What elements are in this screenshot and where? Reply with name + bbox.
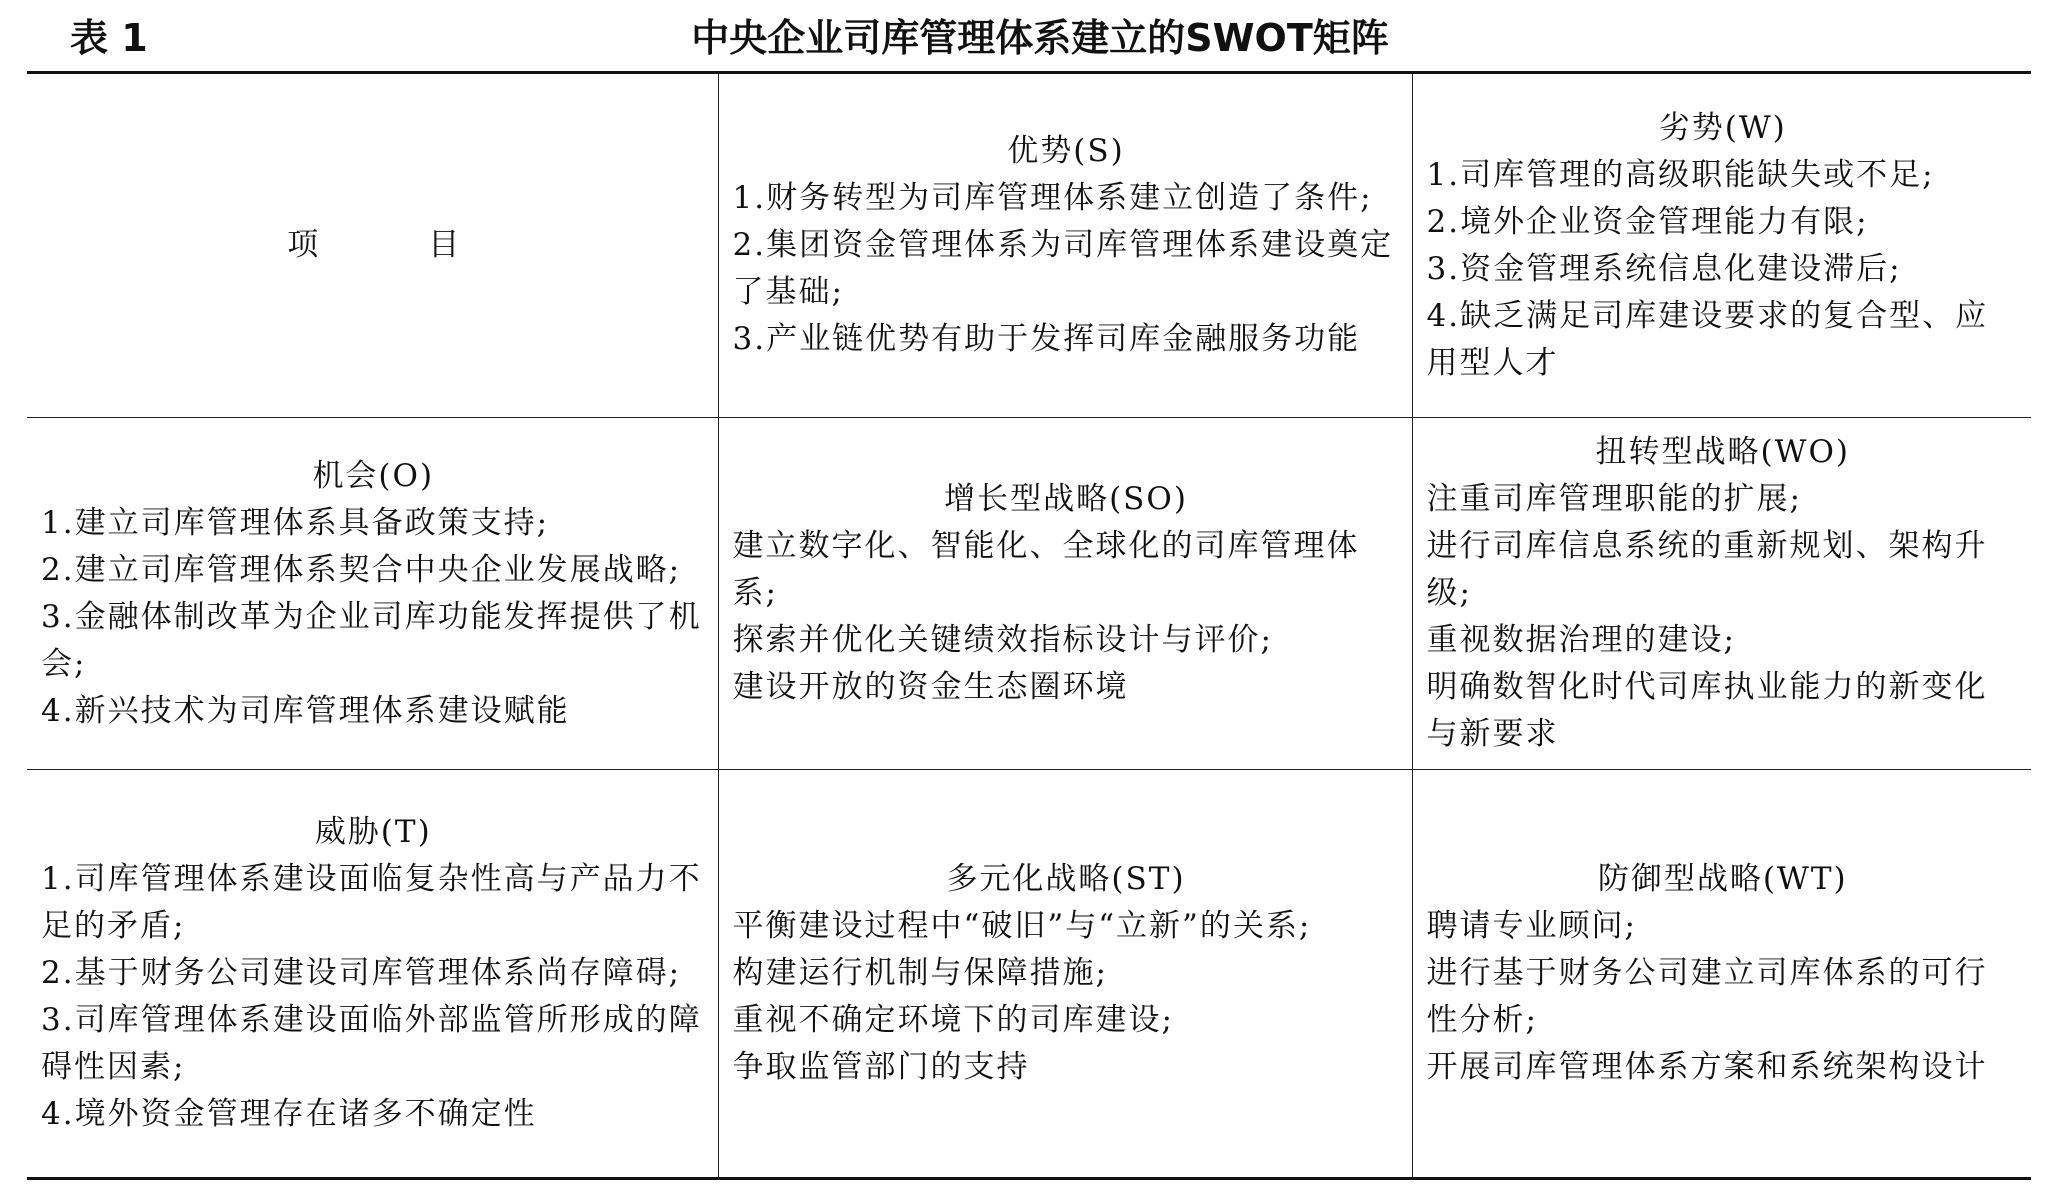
corner-char-1: 项 — [287, 227, 321, 263]
st-item-2: 构建运行机制与保障措施; — [732, 955, 1108, 991]
threats-item-2: 2.基于财务公司建设司库管理体系尚存障碍; — [41, 955, 682, 991]
st-item-4: 争取监管部门的支持 — [732, 1049, 1030, 1085]
opportunities-item-2: 2.建立司库管理体系契合中央企业发展战略; — [41, 551, 682, 588]
cell-opportunities — [27, 418, 718, 770]
wt-item-3: 开展司库管理体系方案和系统架构设计 — [1426, 1049, 1988, 1085]
corner-cell-item — [27, 73, 718, 418]
cell-so-strategy — [718, 418, 1412, 770]
so-item-2: 探索并优化关键绩效指标设计与评价; — [732, 622, 1273, 658]
weaknesses-item-3: 3.资金管理系统信息化建设滞后; — [1426, 250, 1902, 287]
cell-strengths — [718, 73, 1412, 418]
threats-item-3: 3.司库管理体系建设面临外部监管所形成的障碍性因素; — [41, 1002, 702, 1085]
table-number: 表 1 — [70, 16, 148, 60]
corner-char-2: 目 — [428, 227, 462, 263]
wt-heading: 防御型战略(WT) — [1597, 861, 1848, 897]
opportunities-heading: 机会(O) — [312, 457, 435, 494]
st-heading: 多元化战略(ST) — [946, 861, 1186, 897]
wo-item-2: 进行司库信息系统的重新规划、架构升级; — [1426, 528, 1988, 611]
wo-heading: 扭转型战略(WO) — [1595, 434, 1850, 470]
so-item-1: 建立数字化、智能化、全球化的司库管理体系; — [732, 528, 1360, 611]
strengths-item-2: 2.集团资金管理体系为司库管理体系建设奠定了基础; — [732, 227, 1394, 310]
table-row-threats — [27, 770, 2031, 1179]
st-item-1: 平衡建设过程中“破旧”与“立新”的关系; — [732, 908, 1312, 944]
wt-item-2: 进行基于财务公司建立司库体系的可行性分析; — [1426, 955, 1988, 1038]
wo-item-3: 重视数据治理的建设; — [1426, 622, 1736, 658]
threats-item-1: 1.司库管理体系建设面临复杂性高与产品力不足的矛盾; — [41, 861, 702, 944]
weaknesses-item-2: 2.境外企业资金管理能力有限; — [1426, 203, 1869, 240]
swot-matrix-table — [27, 71, 2031, 1180]
table-row-opportunities — [27, 418, 2031, 770]
opportunities-item-4: 4.新兴技术为司库管理体系建设赋能 — [41, 692, 570, 729]
weaknesses-heading: 劣势(W) — [1658, 109, 1787, 146]
so-heading: 增长型战略(SO) — [944, 481, 1188, 517]
table-caption — [0, 0, 2058, 74]
cell-threats — [27, 770, 718, 1179]
opportunities-item-3: 3.金融体制改革为企业司库功能发挥提供了机会; — [41, 598, 702, 682]
cell-st-strategy — [718, 770, 1412, 1179]
cell-wt-strategy — [1412, 770, 2031, 1179]
wt-item-1: 聘请专业顾问; — [1426, 908, 1637, 944]
wo-item-4: 明确数智化时代司库执业能力的新变化与新要求 — [1426, 669, 1988, 752]
cell-wo-strategy — [1412, 418, 2031, 770]
so-item-3: 建设开放的资金生态圈环境 — [732, 669, 1129, 705]
threats-heading: 威胁(T) — [314, 814, 432, 850]
strengths-item-3: 3.产业链优势有助于发挥司库金融服务功能 — [732, 321, 1361, 357]
table-row-header — [27, 73, 2031, 418]
table-title: 中央企业司库管理体系建立的SWOT矩阵 — [691, 16, 1389, 60]
opportunities-item-1: 1.建立司库管理体系具备政策支持; — [41, 504, 550, 541]
weaknesses-item-4: 4.缺乏满足司库建设要求的复合型、应用型人才 — [1426, 297, 1989, 381]
weaknesses-item-1: 1.司库管理的高级职能缺失或不足; — [1426, 156, 1935, 193]
strengths-item-1: 1.财务转型为司库管理体系建立创造了条件; — [732, 180, 1373, 216]
st-item-3: 重视不确定环境下的司库建设; — [732, 1002, 1174, 1038]
wo-item-1: 注重司库管理职能的扩展; — [1426, 481, 1802, 517]
threats-item-4: 4.境外资金管理存在诸多不确定性 — [41, 1096, 537, 1132]
cell-weaknesses — [1412, 73, 2031, 418]
strengths-heading: 优势(S) — [1007, 133, 1125, 169]
